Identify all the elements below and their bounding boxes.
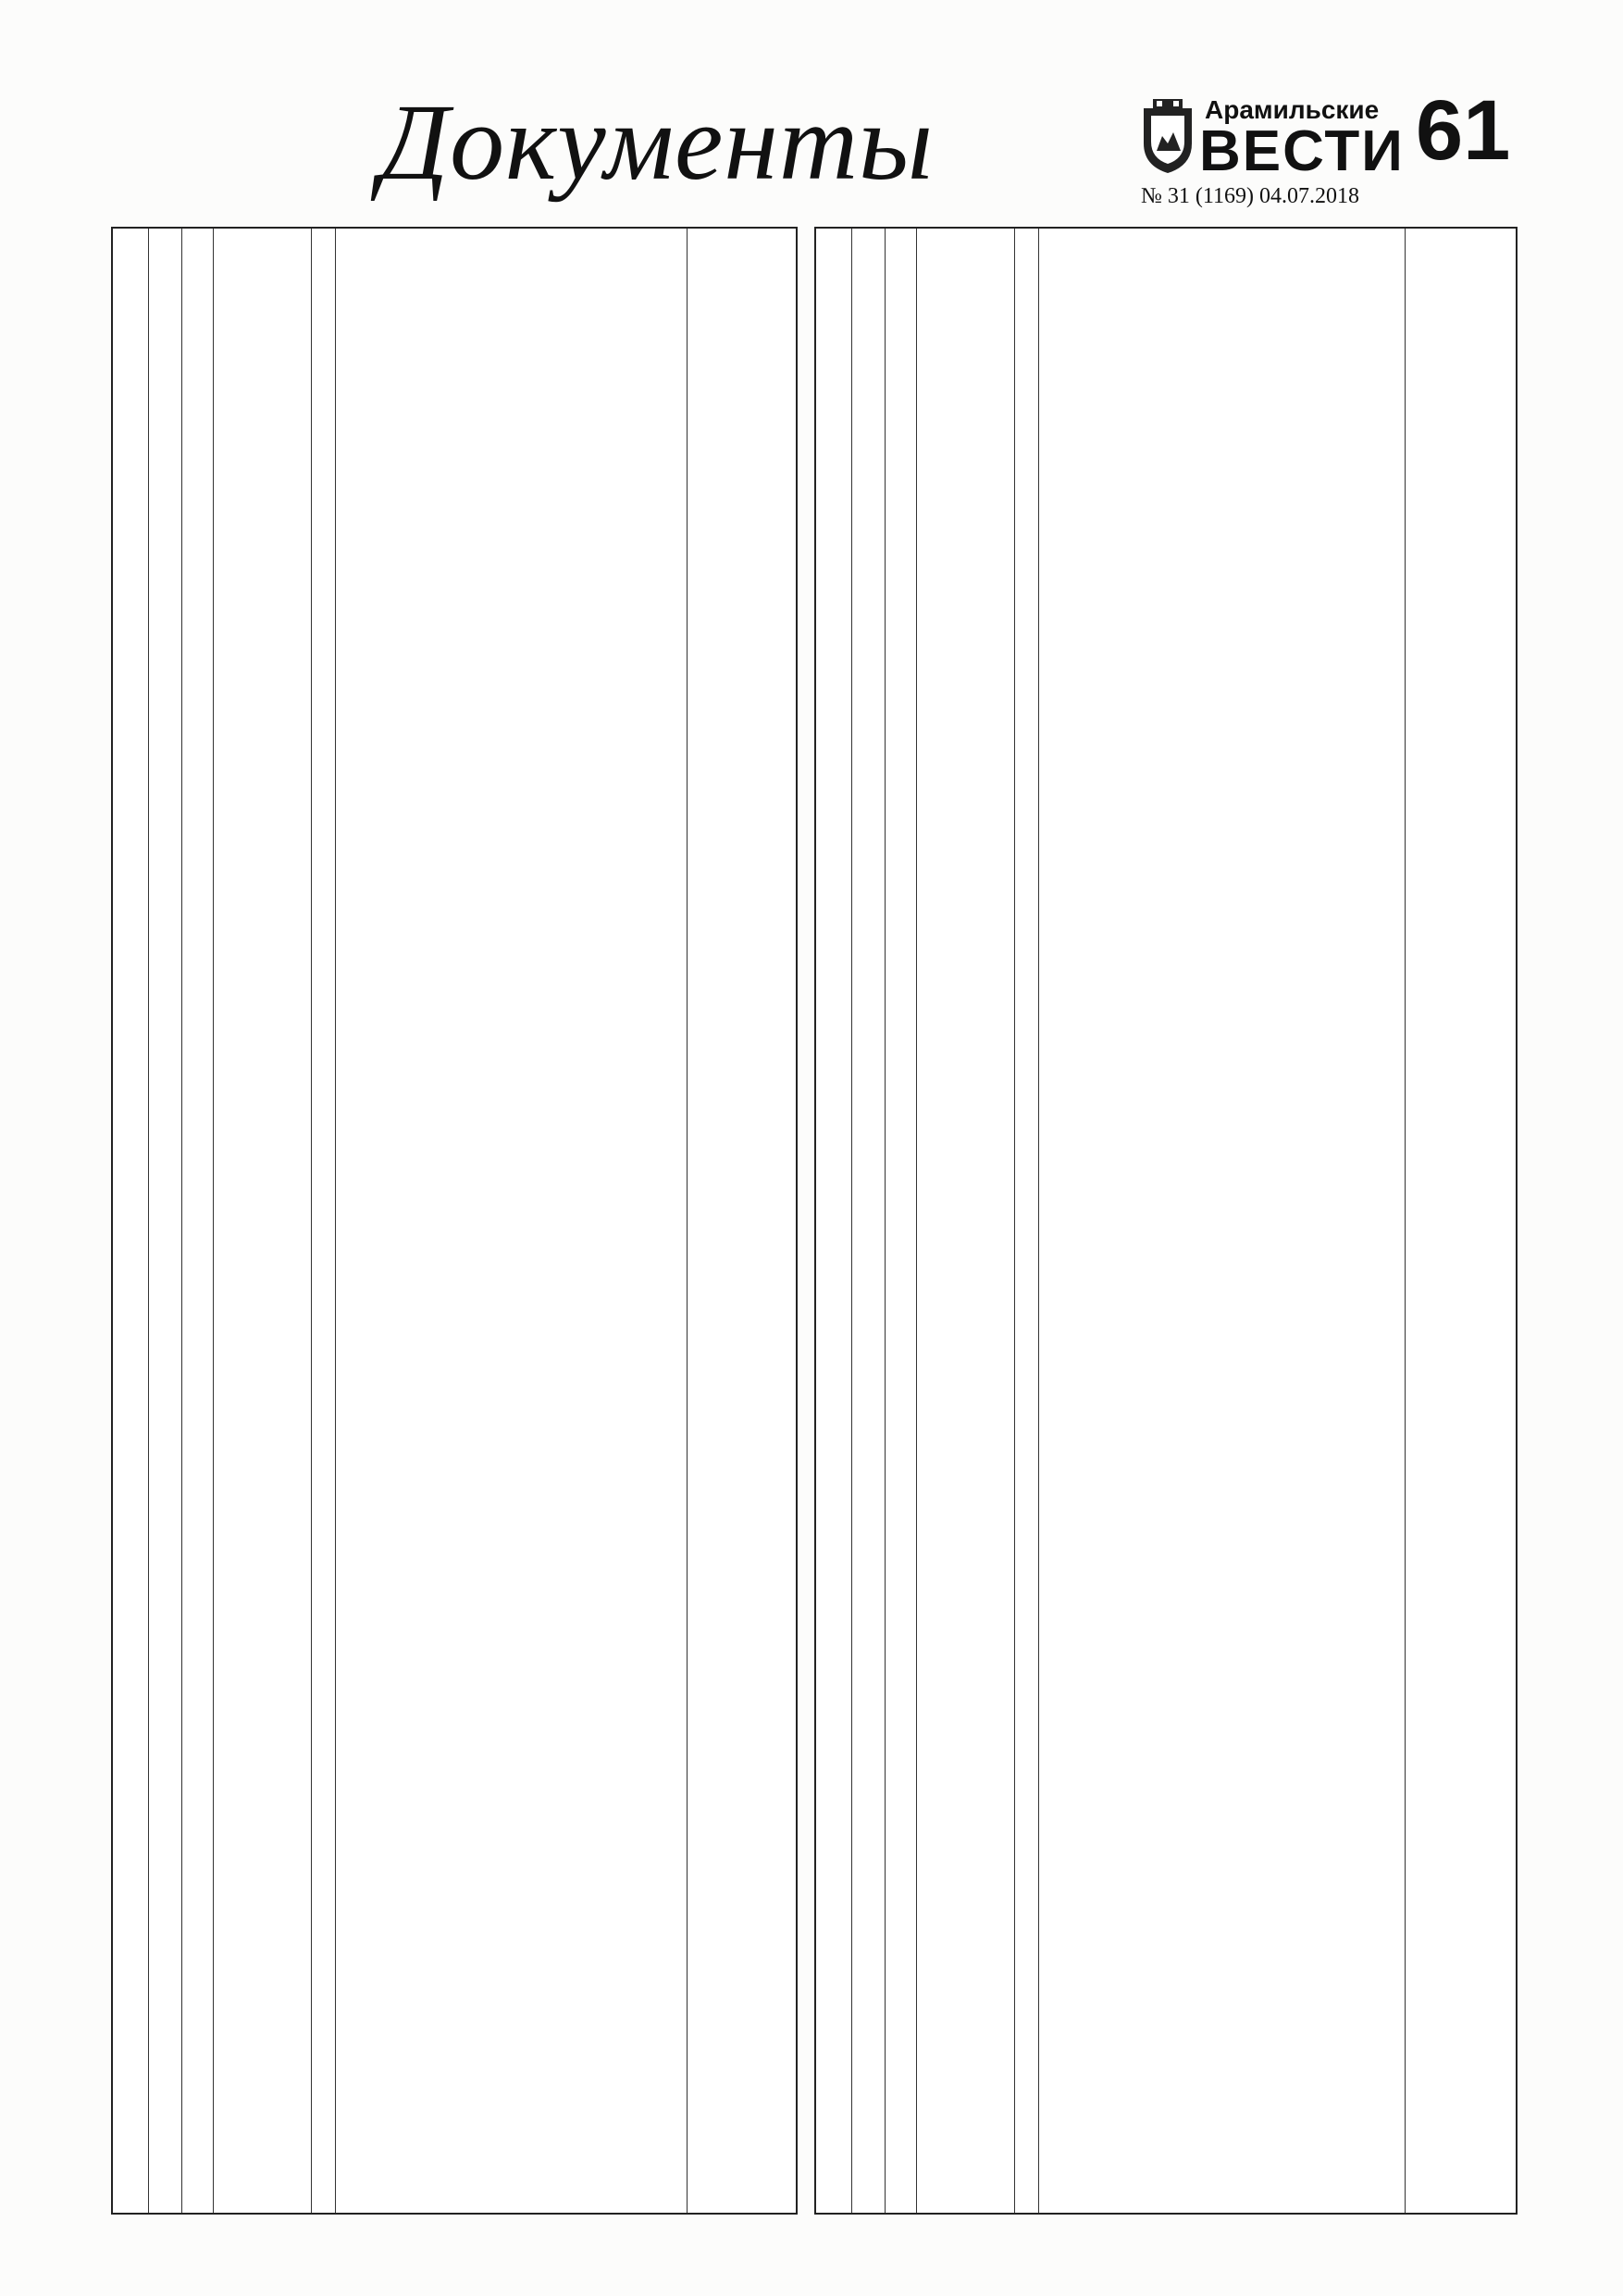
- column-divider: [213, 229, 214, 2213]
- column-divider: [335, 229, 336, 2213]
- brand-name-bottom: ВЕСТИ: [1199, 119, 1405, 183]
- section-title: Документы: [379, 81, 935, 203]
- column-divider: [885, 229, 886, 2213]
- budget-table-right: [814, 227, 1518, 2215]
- column-divider: [148, 229, 149, 2213]
- masthead: [111, 81, 1518, 217]
- column-divider: [916, 229, 917, 2213]
- page-number: 61: [1416, 83, 1511, 178]
- column-divider: [181, 229, 182, 2213]
- column-divider: [1014, 229, 1015, 2213]
- column-divider: [1405, 229, 1406, 2213]
- column-divider: [851, 229, 852, 2213]
- column-divider: [1038, 229, 1039, 2213]
- issue-line: № 31 (1169) 04.07.2018: [1141, 184, 1359, 208]
- column-divider: [687, 229, 688, 2213]
- coat-of-arms-icon: [1138, 99, 1197, 175]
- budget-table-left: [111, 227, 798, 2215]
- column-divider: [311, 229, 312, 2213]
- brand-name-top: Арамильские: [1205, 95, 1380, 124]
- newspaper-logo: [1138, 95, 1434, 183]
